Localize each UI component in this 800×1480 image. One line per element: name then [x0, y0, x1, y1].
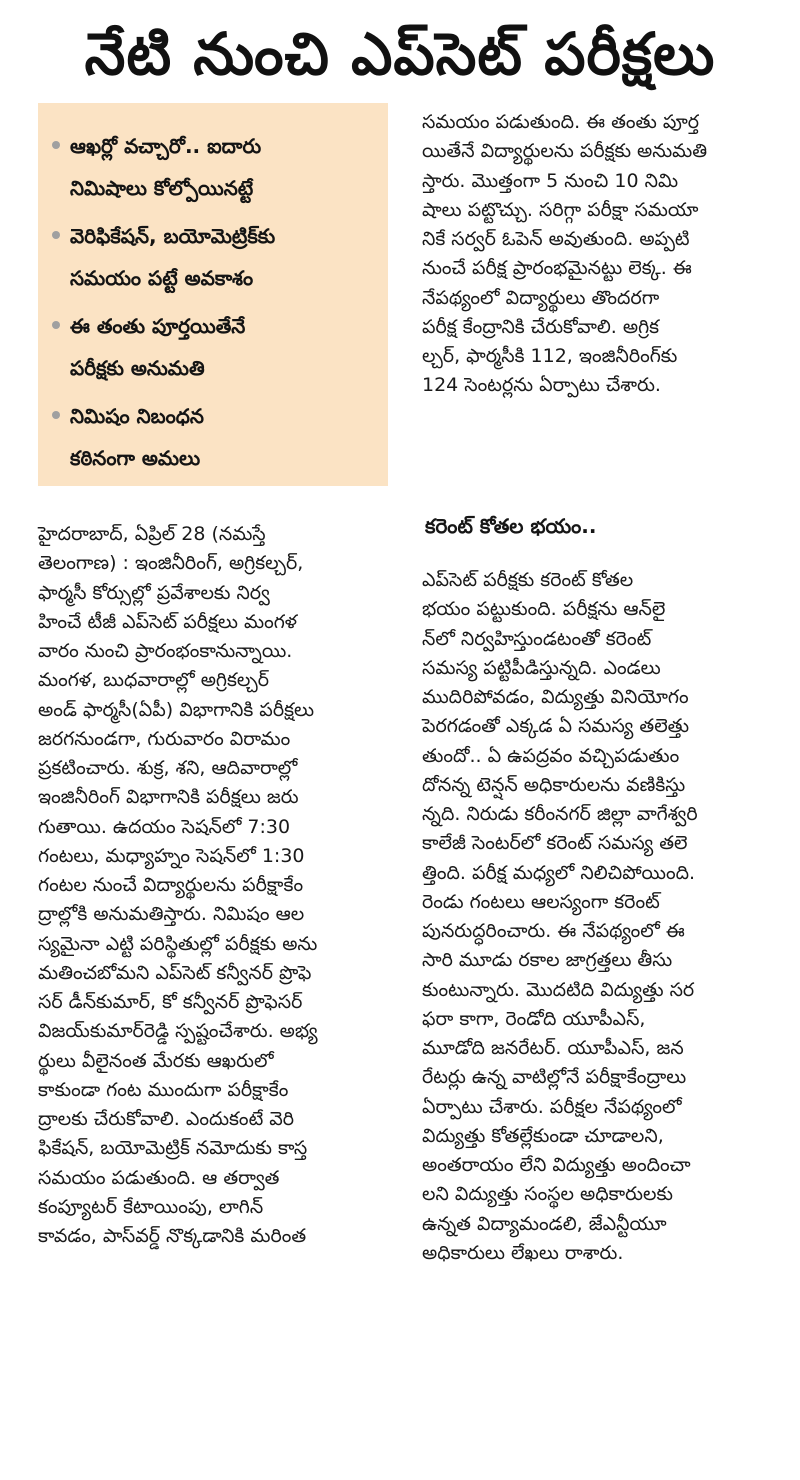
highlight-text: ఈ తంతు పూర్తయితేనే పరీక్షకు అనుమతి — [70, 314, 246, 380]
bullet-icon — [52, 141, 60, 149]
article-right-column-bottom: ఎప్‌సెట్ పరీక్షకు కరెంట్ కోతల భయం పట్టుకుంది. పరీక్షను ఆన్‌లై న్‌లో నిర్వహిస్తుండటంతో కరెంట్ సమస్య పట్టిపీడిస్తున్నది. ఎండలు ముదిరిపోవడం, విద్యుత్తు వినియోగం పెరగడంతో ఎక్కడ ఏ సమస్య తలెత్తు తుందో.. ఏ ఉపద్రవం వచ్చిపడుతుం దోనన్న టెన్షన్ అధికారులను వణికిస్తు న్నది. నిరుడు కరీంనగర్ జిల్లా వాగేశ్వరి కాలేజీ సెంటర్‌లో కరెంట్ సమస్య తలె త్తింది. పరీక్ష మధ్యలో నిలిచిపోయింది. రెండు గంటలు ఆలస్యంగా కరెంట్ పునరుద్ధరించారు. ఈ నేపథ్యంలో ఈ సారి మూడు రకాల జాగ్రత్తలు తీసు కుంటున్నారు. మొదటిది విద్యుత్తు సర ఫరా కాగా, రెండోది యూపీఎస్, మూడోది జనరేటర్. యూపీఎస్, జన రేటర్లు ఉన్న వాటిల్లోనే పరీక్షాకేంద్రాలు ఏర్పాటు చేశారు. పరీక్షల నేపథ్యంలో విద్యుత్తు కోతల్లేకుండా చూడాలని, అంతరాయం లేని విద్యుత్తు అందించా లని విద్యుత్తు సంస్థల అధికారులకు ఉన్నత విద్యామండలి, జేఎన్టీయూ అధికారులు లేఖలు రాశారు. — [422, 569, 698, 1264]
subheading: కరెంట్ కోతల భయం.. — [425, 514, 597, 538]
highlight-item — [50, 305, 378, 389]
bullet-icon — [52, 231, 60, 239]
article-left-column: హైదరాబాద్, ఏప్రిల్ 28 (నమస్తే తెలంగాణ) : ఇంజినీరింగ్, అగ్రికల్చర్, ఫార్మసీ కోర్సుల్లో ప్రవేశాలకు నిర్వ హించే టీజీ ఎప్‌సెట్ పరీక్షలు మంగళ వారం నుంచి ప్రారంభంకానున్నాయి. మంగళ, బుధవారాల్లో అగ్రికల్చర్ అండ్ ఫార్మసీ(ఏపీ) విభాగానికి పరీక్షలు జరగనుండగా, గురువారం విరామం ప్రకటించారు. శుక్ర, శని, ఆదివారాల్లో ఇంజినీరింగ్ విభాగానికి పరీక్షలు జరు గుతాయి. ఉదయం సెషన్‌లో 7:30 గంటలు, మధ్యాహ్నం సెషన్‌లో 1:30 గంటల నుంచే విద్యార్థులను పరీక్షాకేం ద్రాల్లోకి అనుమతిస్తారు. నిమిషం ఆల స్యమైనా ఎట్టి పరిస్థితుల్లో పరీక్షకు అను మతించబోమని ఎప్‌సెట్ కన్వీనర్ ప్రొఫె సర్ డీన్‌కుమార్, కో కన్వీనర్ ప్రొఫెసర్ విజయ్‌కుమార్‌రెడ్డి స్పష్టంచేశారు. అభ్య ర్థులు వీలైనంత మేరకు ఆఖరులో కాకుండా గంట ముందుగా పరీక్షాకేం ద్రాలకు చేరుకోవాలి. ఎందుకంటే వెరి ఫికేషన్, బయోమెట్రిక్ నమోదుకు కాస్త సమయం పడుతుంది. ఆ తర్వాత కంప్యూటర్ కేటాయింపు, లాగిన్ కావడం, పాస్‌వర్డ్ నొక్కడానికి మరింత — [38, 523, 318, 1247]
highlights-box — [38, 103, 388, 486]
highlight-text: ఆఖర్లో వచ్చారో.. ఐదారు నిమిషాలు కోల్పోయినట్టే — [70, 134, 262, 200]
highlight-text: వెరిఫికేషన్, బయోమెట్రిక్‌కు సమయం పట్టే అవకాశం — [70, 224, 276, 290]
bullet-icon — [52, 321, 60, 329]
highlight-item — [50, 125, 378, 209]
article-right-column-top: సమయం పడుతుంది. ఈ తంతు పూర్త యితేనే విద్యార్థులను పరీక్షకు అనుమతి స్తారు. మొత్తంగా 5 నుంచి 10 నిమి షాలు పట్టొచ్చు. సరిగ్గా పరీక్షా సమయా నికే సర్వర్ ఓపెన్ అవుతుంది. అప్పటి నుంచే పరీక్ష ప్రారంభమైనట్టు లెక్క. ఈ నేపథ్యంలో విద్యార్థులు తొందరగా పరీక్ష కేంద్రానికి చేరుకోవాలి. అగ్రిక ల్చర్, ఫార్మసీకి 112, ఇంజినీరింగ్‌కు 124 సెంటర్లను ఏర్పాటు చేశారు. — [422, 111, 708, 397]
highlight-text: నిమిషం నిబంధన కఠినంగా అమలు — [70, 404, 204, 470]
bullet-icon — [52, 411, 60, 419]
headline: నేటి నుంచి ఎప్‌సెట్ పరీక్షలు — [84, 20, 716, 88]
highlight-item — [50, 215, 378, 299]
highlight-item — [50, 395, 378, 479]
